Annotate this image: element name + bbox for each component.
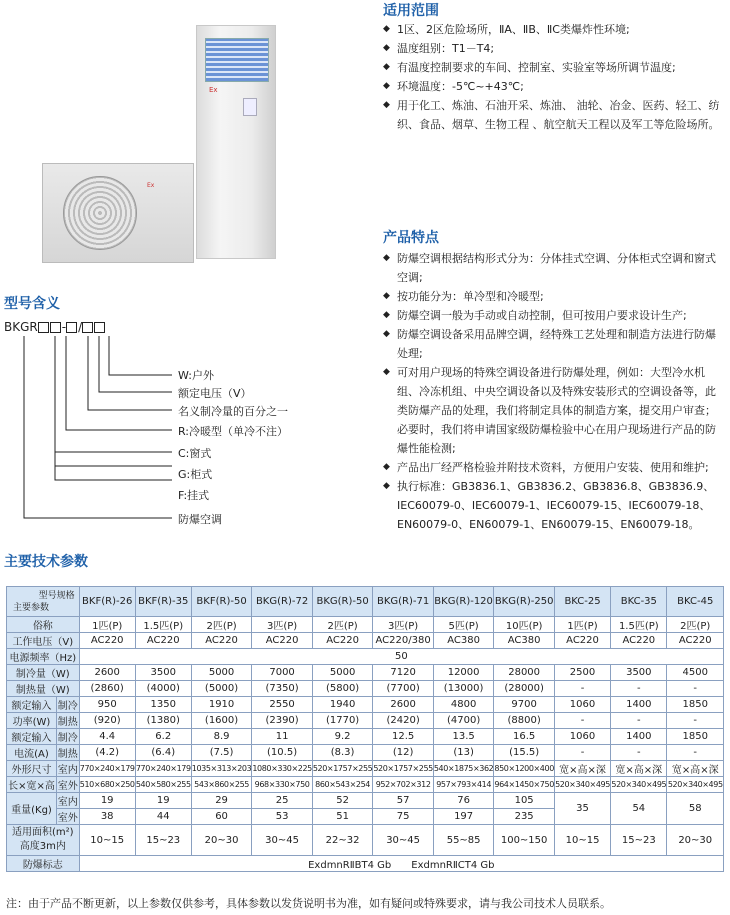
table-cell: - [611, 713, 667, 729]
table-row [7, 681, 724, 697]
table-cell: 20~30 [667, 825, 724, 856]
row-sublabel: 制热 [56, 745, 79, 761]
fan-icon [63, 176, 137, 250]
table-cell: 宽×高×深 [611, 761, 667, 777]
table-cell: (10.5) [252, 745, 313, 761]
ex-mark-indoor: Ex [209, 86, 218, 94]
list-item: ◆ 防爆空调一般为手动或自动控制，但可按用户要求设计生产; [383, 306, 723, 325]
table-cell: 58 [667, 793, 724, 825]
table-cell: (4700) [433, 713, 494, 729]
table-cell: (2860) [79, 681, 135, 697]
model-header: BKG(R)-71 [373, 587, 434, 617]
table-cell: 35 [554, 793, 610, 825]
scope-list [383, 20, 723, 134]
table-cell: (1770) [312, 713, 373, 729]
control-panel [243, 98, 257, 116]
row-label: 工作电压（V) [7, 633, 80, 649]
table-cell: (13000) [433, 681, 494, 697]
table-cell: 16.5 [494, 729, 555, 745]
table-cell: 105 [494, 793, 555, 809]
table-cell: 60 [191, 809, 252, 825]
table-cell: 235 [494, 809, 555, 825]
table-row [7, 825, 724, 856]
table-cell: 19 [135, 793, 191, 809]
table-cell: (8800) [494, 713, 555, 729]
model-label: C:窗式 [178, 447, 212, 460]
model-label: 额定电压（V） [178, 387, 252, 400]
table-cell: 3500 [611, 665, 667, 681]
table-cell: 10~15 [554, 825, 610, 856]
row-sublabel: 制热 [56, 713, 79, 729]
table-cell: (1600) [191, 713, 252, 729]
model-header: BKG(R)-72 [252, 587, 313, 617]
table-cell: 520×340×495 [667, 777, 724, 793]
table-cell: 76 [433, 793, 494, 809]
table-cell: - [667, 681, 724, 697]
table-cell: 3500 [135, 665, 191, 681]
air-grille [205, 38, 269, 82]
table-cell: 952×702×312 [373, 777, 434, 793]
table-cell: 100~150 [494, 825, 555, 856]
table-cell: - [667, 745, 724, 761]
list-item: ◆ 温度组别：T1－T4; [383, 39, 723, 58]
model-header: BKG(R)-120 [433, 587, 494, 617]
table-cell: 1060 [554, 697, 610, 713]
table-cell: 770×240×179 [135, 761, 191, 777]
table-cell: 7000 [252, 665, 313, 681]
table-cell: 1400 [611, 729, 667, 745]
ex-mark-outdoor: Ex [147, 182, 155, 189]
table-row [7, 665, 724, 681]
table-cell: (5800) [312, 681, 373, 697]
table-cell: AC220/380 [373, 633, 434, 649]
table-cell: (8.3) [312, 745, 373, 761]
row-label: 电源频率（Hz) [7, 649, 80, 665]
table-cell: - [667, 713, 724, 729]
table-cell: AC220 [667, 633, 724, 649]
table-cell: 1080×330×225 [252, 761, 313, 777]
table-cell: 28000 [494, 665, 555, 681]
table-cell: (920) [79, 713, 135, 729]
table-cell: 964×1450×750 [494, 777, 555, 793]
footnote: 注：由于产品不断更新，以上参数仅供参考，具体参数以发货说明书为准，如有疑问或特殊要求，请与我公司技术人员联系。 [6, 897, 611, 910]
table-cell: 15~23 [611, 825, 667, 856]
table-cell: (5000) [191, 681, 252, 697]
row-sublabel: 室内 [56, 793, 79, 809]
table-cell: (4000) [135, 681, 191, 697]
model-label: 防爆空调 [178, 513, 222, 526]
table-cell: - [554, 681, 610, 697]
model-slash: / [78, 320, 83, 334]
table-cell: 5000 [191, 665, 252, 681]
table-cell: 54 [611, 793, 667, 825]
row-label: 额定输入 [7, 697, 57, 713]
model-header: BKC-45 [667, 587, 724, 617]
table-cell: (6.4) [135, 745, 191, 761]
table-cell: - [554, 745, 610, 761]
table-cell: 1匹(P) [79, 617, 135, 633]
model-label: 名义制冷量的百分之一 [178, 405, 288, 418]
table-cell: 30~45 [373, 825, 434, 856]
table-cell: 520×340×495 [611, 777, 667, 793]
list-item: ◆ 用于化工、炼油、石油开采、炼油、 油轮、冶金、医药、轻工、纺织、食品、烟草、生物工程 、航空航天工程以及军工等危险场所。 [383, 96, 723, 134]
table-cell: (12) [373, 745, 434, 761]
model-header: BKF(R)-50 [191, 587, 252, 617]
model-header: BKG(R)-250 [494, 587, 555, 617]
table-cell: 4500 [667, 665, 724, 681]
table-cell: AC220 [312, 633, 373, 649]
table-cell: 15~23 [135, 825, 191, 856]
table-cell: 19 [79, 793, 135, 809]
list-item: ◆ 按功能分为：单冷型和冷暖型; [383, 287, 723, 306]
table-cell: 520×1757×255 [312, 761, 373, 777]
corner-bottom: 主要参数 [13, 602, 50, 613]
row-label: 功率(W) [7, 713, 57, 729]
table-cell: 20~30 [191, 825, 252, 856]
table-cell: AC220 [611, 633, 667, 649]
model-diagram-lines [0, 330, 180, 530]
table-row [7, 649, 724, 665]
model-label: R:冷暖型（单冷不注） [178, 425, 289, 438]
table-cell: 6.2 [135, 729, 191, 745]
model-header: BKF(R)-26 [79, 587, 135, 617]
table-cell: 540×1875×362 [433, 761, 494, 777]
table-cell: 520×1757×255 [373, 761, 434, 777]
model-label: G:柜式 [178, 468, 213, 481]
table-cell: - [611, 681, 667, 697]
indoor-unit-image [196, 25, 276, 259]
table-cell: 7120 [373, 665, 434, 681]
table-cell: 宽×高×深 [667, 761, 724, 777]
row-label: 制冷量（W) [7, 665, 80, 681]
table-cell: AC220 [191, 633, 252, 649]
table-cell: 860×543×254 [312, 777, 373, 793]
table-cell: 5匹(P) [433, 617, 494, 633]
model-header: BKC-35 [611, 587, 667, 617]
table-cell: 1910 [191, 697, 252, 713]
table-cell: 1035×313×203 [191, 761, 252, 777]
table-corner [7, 587, 80, 617]
table-cell: 520×340×495 [554, 777, 610, 793]
table-cell: 1400 [611, 697, 667, 713]
row-label: 俗称 [7, 617, 80, 633]
table-title: 主要技术参数 [4, 554, 88, 570]
table-cell: (7700) [373, 681, 434, 697]
table-cell: 51 [312, 809, 373, 825]
table-cell: 1.5匹(P) [135, 617, 191, 633]
table-row [7, 761, 724, 777]
table-cell: 1匹(P) [554, 617, 610, 633]
table-cell: (1380) [135, 713, 191, 729]
list-item: ◆ 防爆空调设备采用品牌空调，经特殊工艺处理和制造方法进行防爆处理; [383, 325, 723, 363]
table-cell: 55~85 [433, 825, 494, 856]
model-title: 型号含义 [4, 296, 60, 312]
features-list [383, 249, 723, 534]
table-cell: 510×680×250 [79, 777, 135, 793]
table-cell: 850×1200×400 [494, 761, 555, 777]
table-cell: 2550 [252, 697, 313, 713]
list-item: ◆ 可对用户现场的特殊空调设备进行防爆处理，例如：大型冷水机组、冷冻机组、中央空调设备以及特殊安装形式的空调设备等，此类防爆产品的处理，我们将制定具体的制造方案，提交用户审查；必要时，我们将申请国家级防爆检验中心在用户现场进行产品的防爆性能检测; [383, 363, 723, 458]
table-cell: 2600 [373, 697, 434, 713]
table-cell: 4.4 [79, 729, 135, 745]
row-label: 电流(A) [7, 745, 57, 761]
table-cell: 968×330×750 [252, 777, 313, 793]
table-cell: 宽×高×深 [554, 761, 610, 777]
table-cell: 57 [373, 793, 434, 809]
table-cell: (15.5) [494, 745, 555, 761]
table-cell: - [554, 713, 610, 729]
table-cell: (2390) [252, 713, 313, 729]
area-label-1: 适用面积(m²) [12, 827, 74, 838]
row-sublabel: 室外 [56, 777, 79, 793]
row-label: 制热量（W) [7, 681, 80, 697]
table-cell: 11 [252, 729, 313, 745]
model-label: W:户外 [178, 369, 214, 382]
table-cell: 12000 [433, 665, 494, 681]
table-cell: 2600 [79, 665, 135, 681]
table-cell: 25 [252, 793, 313, 809]
table-cell: 12.5 [373, 729, 434, 745]
table-cell: 1.5匹(P) [611, 617, 667, 633]
table-cell: 1060 [554, 729, 610, 745]
table-cell: 53 [252, 809, 313, 825]
area-label-2: 高度3m内 [19, 841, 66, 852]
table-cell: 770×240×179 [79, 761, 135, 777]
table-row [7, 697, 724, 713]
model-label: F:挂式 [178, 489, 210, 502]
table-cell: 197 [433, 809, 494, 825]
table-cell: 4800 [433, 697, 494, 713]
table-cell: 9.2 [312, 729, 373, 745]
row-label: 防爆标志 [7, 856, 80, 872]
table-cell: 75 [373, 809, 434, 825]
list-item: ◆ 防爆空调根据结构形式分为：分体挂式空调、分体柜式空调和窗式空调; [383, 249, 723, 287]
table-cell: (4.2) [79, 745, 135, 761]
table-cell: 30~45 [252, 825, 313, 856]
model-header: BKG(R)-50 [312, 587, 373, 617]
model-dash: - [61, 320, 67, 334]
model-header: BKC-25 [554, 587, 610, 617]
spec-table [6, 586, 724, 872]
table-row [7, 856, 724, 872]
table-cell: 8.9 [191, 729, 252, 745]
row-label: 额定输入 [7, 729, 57, 745]
table-cell: (2420) [373, 713, 434, 729]
table-cell: 1350 [135, 697, 191, 713]
table-cell: 1850 [667, 729, 724, 745]
table-cell: 957×793×414 [433, 777, 494, 793]
table-cell: 2匹(P) [191, 617, 252, 633]
table-cell: AC220 [252, 633, 313, 649]
table-row [7, 713, 724, 729]
list-item: ◆ 环境温度：-5℃~+43℃; [383, 77, 723, 96]
table-cell: 22~32 [312, 825, 373, 856]
table-row [7, 793, 724, 809]
table-cell: (7350) [252, 681, 313, 697]
table-cell: - [611, 745, 667, 761]
table-row [7, 729, 724, 745]
table-cell: AC220 [554, 633, 610, 649]
table-cell: 5000 [312, 665, 373, 681]
table-row [7, 633, 724, 649]
list-item: ◆ 1区、2区危险场所，ⅡA、ⅡB、ⅡC类爆炸性环境; [383, 20, 723, 39]
table-cell: 3匹(P) [373, 617, 434, 633]
table-cell: (7.5) [191, 745, 252, 761]
scope-title: 适用范围 [383, 3, 439, 19]
model-header: BKF(R)-35 [135, 587, 191, 617]
table-cell: 3匹(P) [252, 617, 313, 633]
row-label: 长×宽×高 [7, 777, 57, 793]
table-cell: ExdmnRⅡBT4 Gb ExdmnRⅡCT4 Gb [79, 856, 723, 872]
row-label: 外形尺寸 [7, 761, 57, 777]
table-cell: 29 [191, 793, 252, 809]
table-cell: 10匹(P) [494, 617, 555, 633]
table-cell: 950 [79, 697, 135, 713]
table-row [7, 745, 724, 761]
row-sublabel: 室外 [56, 809, 79, 825]
table-cell: 44 [135, 809, 191, 825]
table-cell: (13) [433, 745, 494, 761]
table-cell: 9700 [494, 697, 555, 713]
table-cell: 2匹(P) [667, 617, 724, 633]
table-cell: AC220 [135, 633, 191, 649]
table-cell: 543×860×255 [191, 777, 252, 793]
table-cell: 10~15 [79, 825, 135, 856]
table-cell: 2匹(P) [312, 617, 373, 633]
row-sublabel: 室内 [56, 761, 79, 777]
row-sublabel: 制冷 [56, 729, 79, 745]
list-item: ◆ 产品出厂经严格检验并附技术资料，方便用户安装、使用和维护; [383, 458, 723, 477]
model-prefix: BKGR [4, 320, 38, 334]
table-cell: 1940 [312, 697, 373, 713]
row-label: 重量(Kg) [7, 793, 57, 825]
table-row [7, 777, 724, 793]
row-label [7, 825, 80, 856]
table-cell: 540×580×255 [135, 777, 191, 793]
list-item: ◆ 执行标准：GB3836.1、GB3836.2、GB3836.8、GB3836.9、IEC60079-0、IEC60079-1、IEC60079-15、IEC60079-18、EN60079-0、EN60079-1、EN60079-15、EN60079-18。 [383, 477, 723, 534]
list-item: ◆ 有温度控制要求的车间、控制室、实验室等场所调节温度; [383, 58, 723, 77]
table-row [7, 617, 724, 633]
table-cell: 52 [312, 793, 373, 809]
outdoor-unit-image [42, 163, 194, 263]
table-cell: 2500 [554, 665, 610, 681]
table-cell: 50 [79, 649, 723, 665]
table-cell: AC220 [79, 633, 135, 649]
corner-top: 型号规格 [38, 590, 75, 601]
features-title: 产品特点 [383, 230, 439, 246]
table-cell: AC380 [433, 633, 494, 649]
table-cell: AC380 [494, 633, 555, 649]
table-cell: 38 [79, 809, 135, 825]
table-cell: (28000) [494, 681, 555, 697]
table-cell: 13.5 [433, 729, 494, 745]
row-sublabel: 制冷 [56, 697, 79, 713]
table-cell: 1850 [667, 697, 724, 713]
